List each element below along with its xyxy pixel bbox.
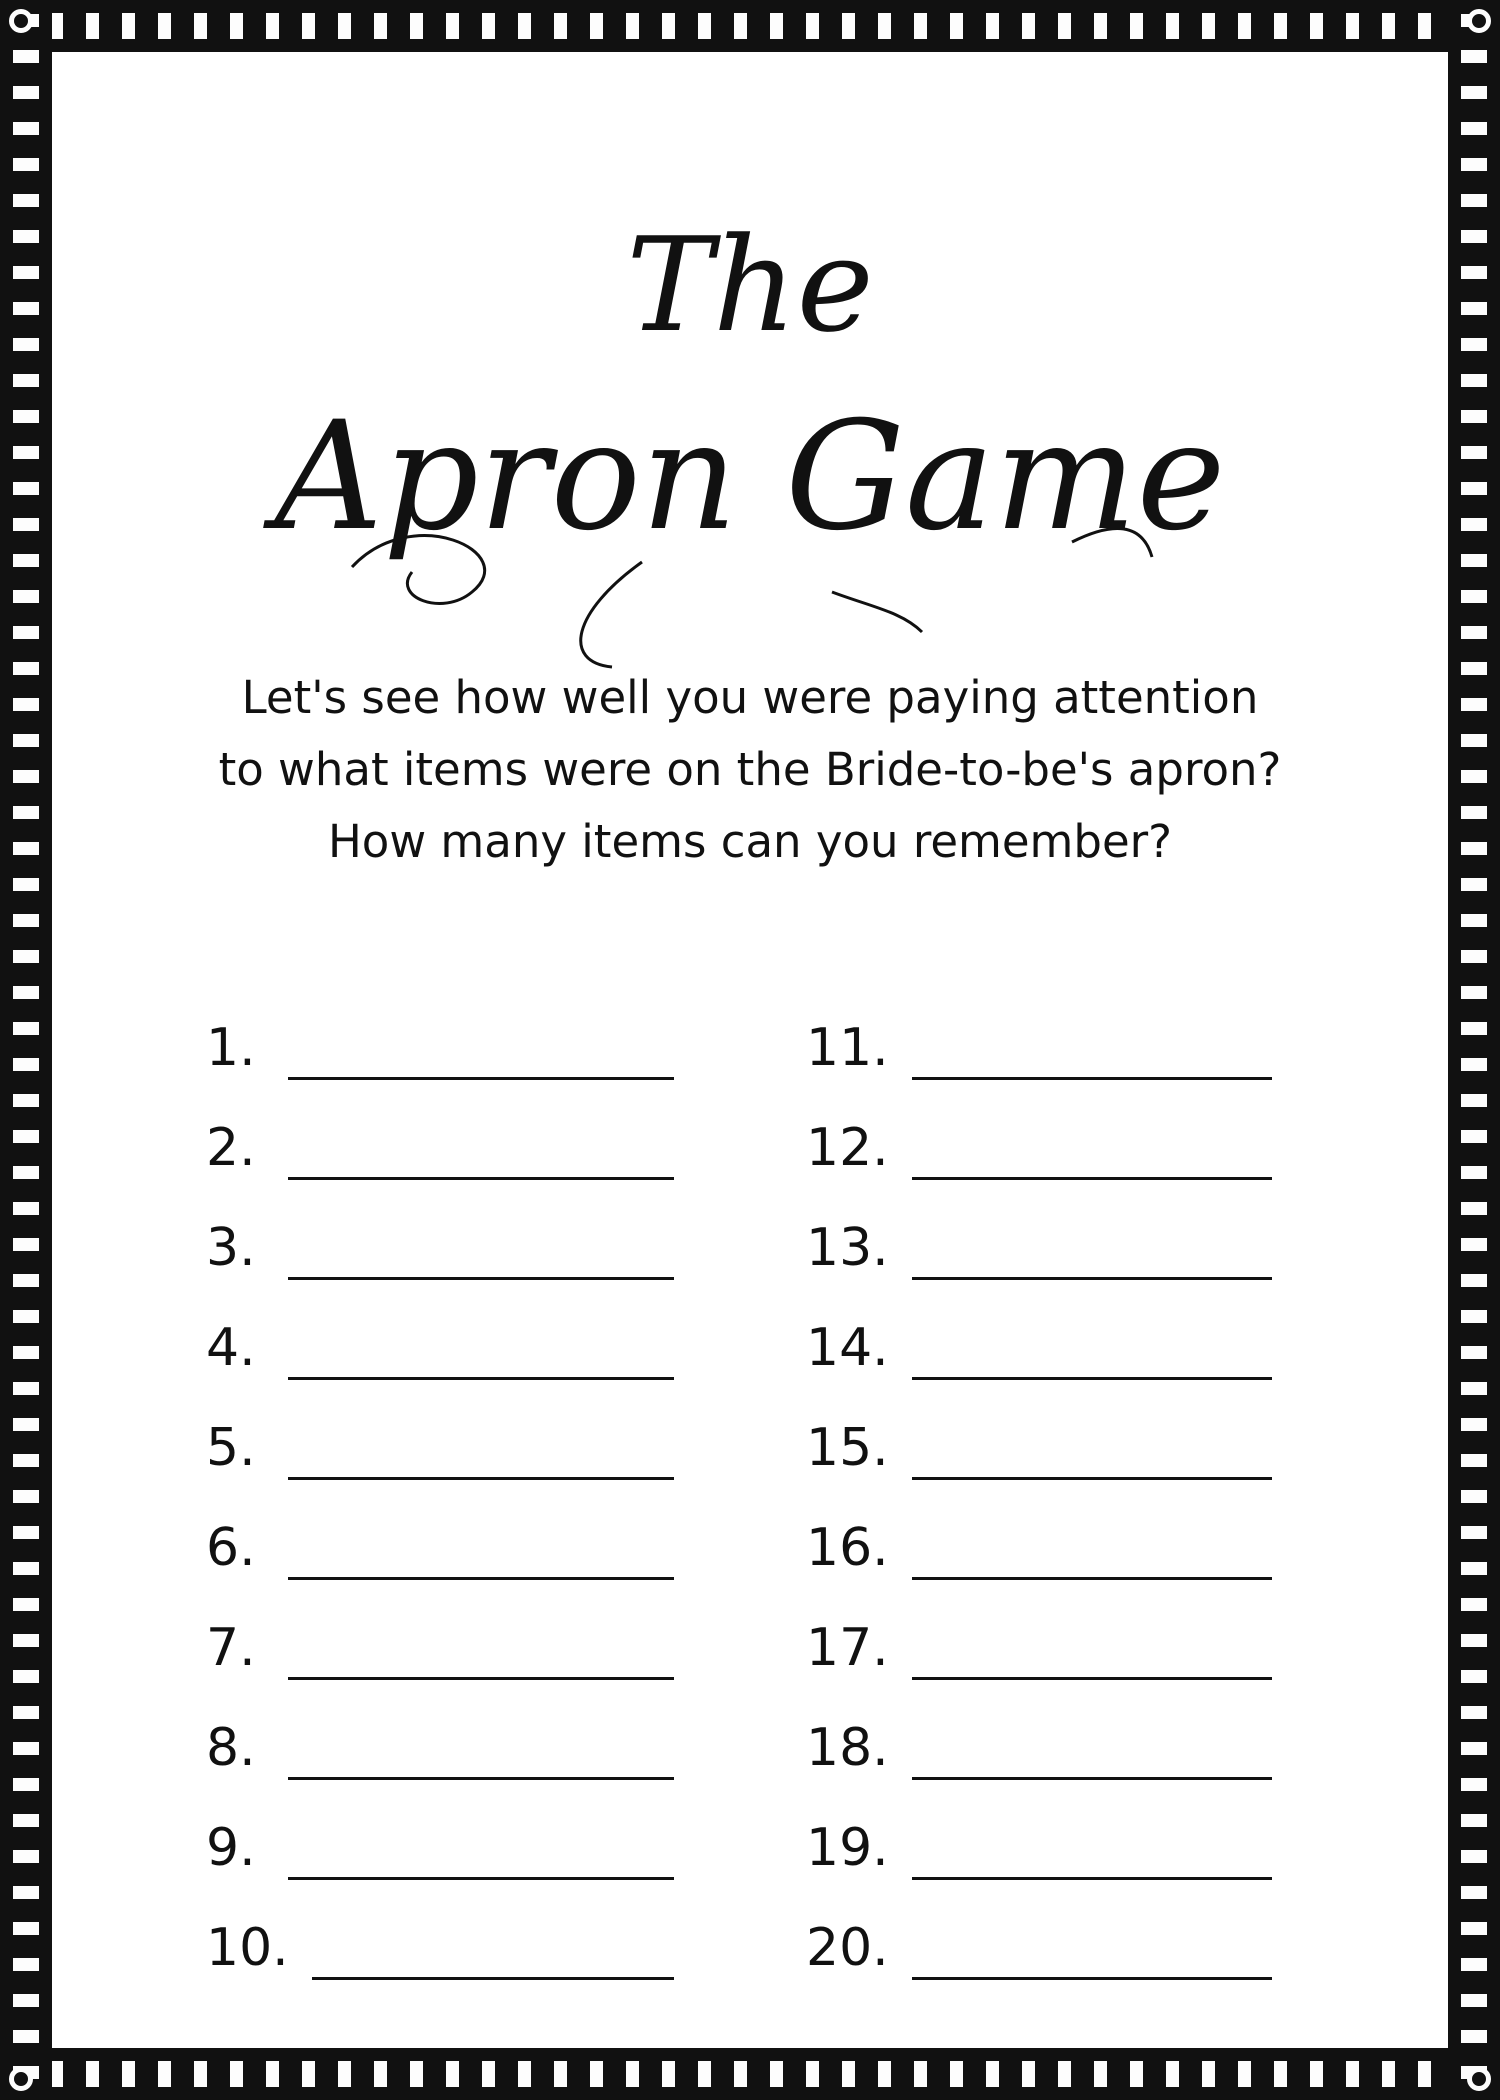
answer-number: 4. bbox=[206, 1318, 256, 1378]
answer-blank[interactable] bbox=[912, 1177, 1272, 1180]
answer-number: 20. bbox=[806, 1918, 889, 1978]
answer-blank[interactable] bbox=[912, 1277, 1272, 1280]
answer-blank[interactable] bbox=[288, 1377, 674, 1380]
answer-row-16 bbox=[806, 1500, 1326, 1580]
answer-blank[interactable] bbox=[912, 1477, 1272, 1480]
answer-number: 6. bbox=[206, 1518, 256, 1578]
instruction-line: to what items were on the Bride-to-be's apron? bbox=[218, 743, 1282, 796]
title-line-apron-game: Apron Game bbox=[274, 390, 1226, 564]
answer-blank[interactable] bbox=[288, 1277, 674, 1280]
answer-number: 3. bbox=[206, 1218, 256, 1278]
answer-row-20 bbox=[806, 1900, 1326, 1980]
answer-blank[interactable] bbox=[912, 1877, 1272, 1880]
answer-number: 12. bbox=[806, 1118, 889, 1178]
instruction-line: How many items can you remember? bbox=[327, 815, 1173, 868]
border-right bbox=[1448, 0, 1500, 2100]
answer-blank[interactable] bbox=[288, 1577, 674, 1580]
answer-row-11 bbox=[806, 1000, 1326, 1080]
answer-number: 11. bbox=[806, 1018, 889, 1078]
answer-number: 1. bbox=[206, 1018, 256, 1078]
answer-number: 9. bbox=[206, 1818, 256, 1878]
border-top bbox=[0, 0, 1500, 52]
answer-number: 19. bbox=[806, 1818, 889, 1878]
instruction-line: Let's see how well you were paying attention bbox=[241, 671, 1259, 724]
answer-row-2 bbox=[206, 1100, 726, 1180]
answer-number: 18. bbox=[806, 1718, 889, 1778]
answer-row-8 bbox=[206, 1700, 726, 1780]
answer-number: 13. bbox=[806, 1218, 889, 1278]
answer-blank[interactable] bbox=[288, 1077, 674, 1080]
corner-dot-icon bbox=[1467, 2067, 1491, 2091]
answer-blank[interactable] bbox=[912, 1077, 1272, 1080]
answer-blank[interactable] bbox=[912, 1977, 1272, 1980]
answer-row-19 bbox=[806, 1800, 1326, 1880]
answer-blank[interactable] bbox=[312, 1977, 674, 1980]
instructions bbox=[150, 662, 1350, 878]
answer-number: 8. bbox=[206, 1718, 256, 1778]
answer-row-1 bbox=[206, 1000, 726, 1080]
answer-blank[interactable] bbox=[288, 1877, 674, 1880]
answer-number: 14. bbox=[806, 1318, 889, 1378]
answer-blank[interactable] bbox=[912, 1377, 1272, 1380]
corner-dot-icon bbox=[1467, 9, 1491, 33]
answer-number: 16. bbox=[806, 1518, 889, 1578]
title-flourish-icon bbox=[52, 52, 1448, 692]
answer-row-3 bbox=[206, 1200, 726, 1280]
answer-blank[interactable] bbox=[288, 1177, 674, 1180]
answer-row-18 bbox=[806, 1700, 1326, 1780]
border-bottom bbox=[0, 2048, 1500, 2100]
answer-row-15 bbox=[806, 1400, 1326, 1480]
answer-blank[interactable] bbox=[288, 1677, 674, 1680]
border-left bbox=[0, 0, 52, 2100]
answer-number: 7. bbox=[206, 1618, 256, 1678]
answer-row-12 bbox=[806, 1100, 1326, 1180]
answer-row-13 bbox=[806, 1200, 1326, 1280]
title-line-the: The bbox=[626, 209, 874, 361]
answer-blank[interactable] bbox=[912, 1777, 1272, 1780]
answer-number: 15. bbox=[806, 1418, 889, 1478]
answer-number: 10. bbox=[206, 1918, 289, 1978]
answer-row-7 bbox=[206, 1600, 726, 1680]
corner-dot-icon bbox=[9, 9, 33, 33]
answer-blank[interactable] bbox=[288, 1477, 674, 1480]
answer-number: 17. bbox=[806, 1618, 889, 1678]
answer-row-14 bbox=[806, 1300, 1326, 1380]
answer-blank[interactable] bbox=[912, 1677, 1272, 1680]
answer-blank[interactable] bbox=[912, 1577, 1272, 1580]
answer-blank[interactable] bbox=[288, 1777, 674, 1780]
answer-row-4 bbox=[206, 1300, 726, 1380]
answer-number: 2. bbox=[206, 1118, 256, 1178]
answer-row-6 bbox=[206, 1500, 726, 1580]
printable-card bbox=[52, 52, 1448, 2048]
corner-dot-icon bbox=[9, 2067, 33, 2091]
answer-row-10 bbox=[206, 1900, 726, 1980]
answer-number: 5. bbox=[206, 1418, 256, 1478]
answer-row-5 bbox=[206, 1400, 726, 1480]
answer-row-17 bbox=[806, 1600, 1326, 1680]
answer-row-9 bbox=[206, 1800, 726, 1880]
